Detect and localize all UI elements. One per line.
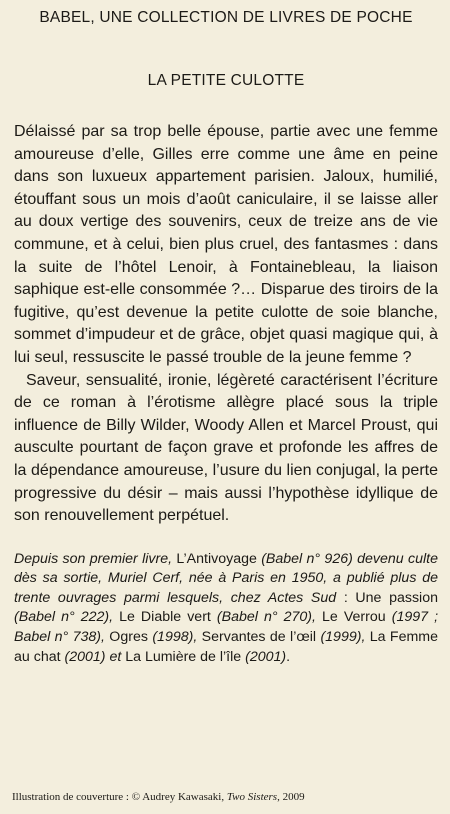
bio-segment: (Babel n° 926) devenu culte dès sa sortie, Muriel Cerf, née à Paris en 1950, a publié plus de trente ouvrages parmi lesquels, chez Actes Sud (14, 550, 438, 606)
cover-illustration-credit (12, 790, 305, 804)
bio-segment: (1999), (320, 629, 366, 646)
bio-segment: (Babel n° 270), (216, 609, 316, 626)
blurb-paragraph-1: Délaissé par sa trop belle épouse, partie avec une femme amoureuse d’elle, Gilles erre comme une âme en peine dans son luxueux appartement parisien. Jaloux, humilié, étouffant sous un mois d’août caniculaire, il se laisse aller au doux vertige des souvenirs, ceux de treize ans de vie commune, et à celui, bien plus cruel, des fantasmes : dans la suite de l’hôtel Lenoir, à Fontainebleau, la liaison saphique est-elle consommée ?… Disparue des tiroirs de la fugitive, qu’est devenue la petite culotte de soie blanche, sommet d’impudeur et de grâce, objet quasi magique qui, à lui seul, ressuscite le passé trouble de la jeune femme ? (14, 123, 438, 366)
author-bio (14, 550, 438, 668)
bio-segment: Depuis son premier livre, (14, 550, 173, 567)
bio-segment: (1998), (152, 629, 198, 646)
bio-segment: et (105, 648, 122, 665)
bio-book-title: La Lumière de l’île (121, 648, 246, 665)
bio-segment: (Babel n° 222), (14, 609, 114, 626)
credit-work-title: Two Sisters (226, 791, 278, 803)
bio-book-title: : Une passion (336, 589, 438, 606)
bio-segment: (2001) (64, 648, 106, 665)
bio-book-title: L’Antivoyage (172, 550, 262, 567)
credit-prefix: Illustration de couverture : © Audrey Kawasaki, (12, 791, 227, 803)
bio-book-title: Ogres (104, 629, 153, 646)
bio-book-title: La Femme au chat (14, 629, 438, 665)
credit-year: , 2009 (277, 791, 305, 803)
blurb (14, 121, 438, 528)
bio-segment: (1997 ; Babel n° 738), (14, 609, 439, 646)
bio-book-title: Le Verrou (315, 609, 392, 626)
blurb-paragraph-2: Saveur, sensualité, ironie, légèreté caractérisent l’écriture de ce roman à l’érotisme allègre placé sous la triple influence de Billy Wilder, Woody Allen et Marcel Proust, qui ausculte pourtant de façon grave et profonde les affres de la dépendance amoureuse, l’usure du lien conjugal, la perte progressive du désir – mais aussi l’hypothèse idyllique de son renouvellement perpétuel. (14, 371, 438, 525)
bio-book-title: Servantes de l’œil (197, 629, 321, 646)
book-title: LA PETITE CULOTTE (147, 72, 305, 89)
bio-segment: . (286, 648, 291, 665)
bio-book-title: Le Diable vert (113, 609, 217, 626)
bio-segment: (2001) (245, 648, 287, 665)
series-heading: BABEL, UNE COLLECTION DE LIVRES DE POCHE (39, 9, 413, 26)
